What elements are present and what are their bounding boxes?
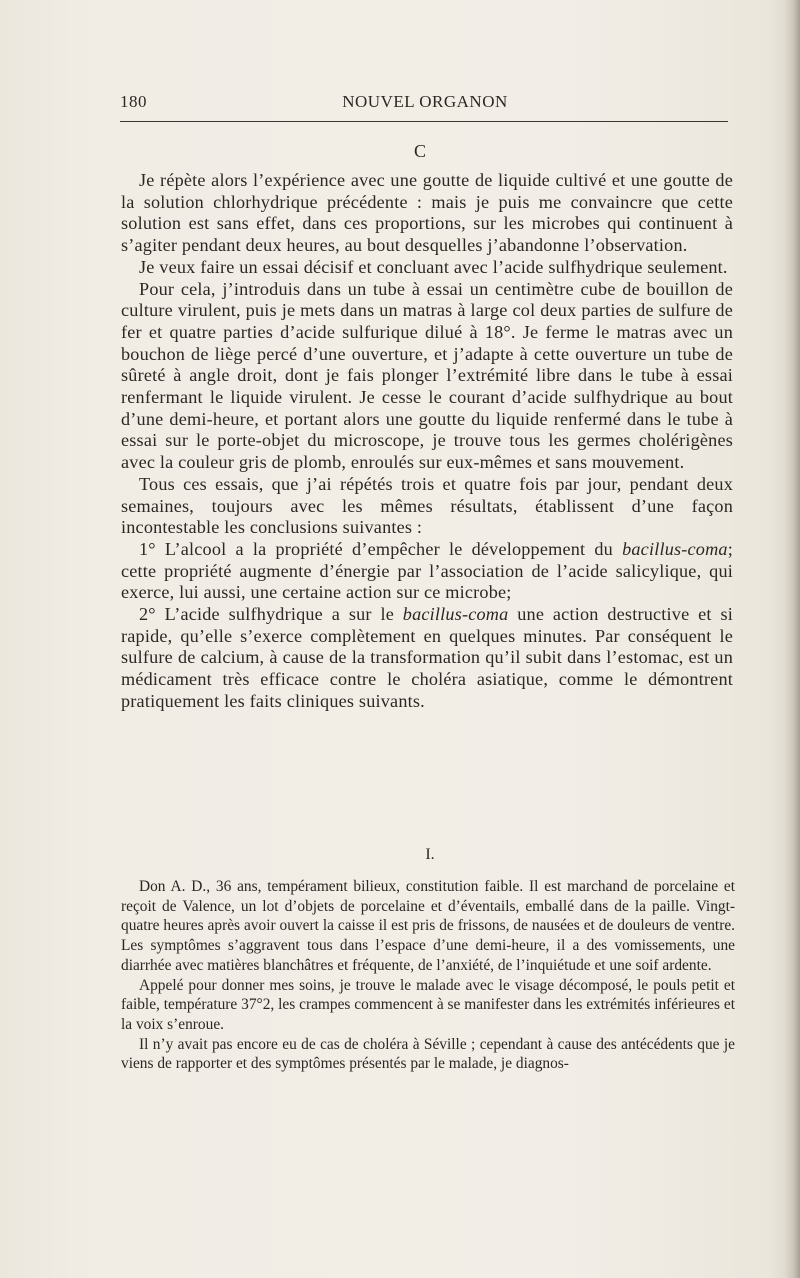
paragraph-conclusions-intro: Tous ces essais, que j’ai répétés trois et quatre fois par jour, pendant deux semaines, toujours avec les mêmes résultats, établissent d’une façon incontestable les conclusions suivantes :: [121, 473, 733, 538]
conclusion-1: [121, 539, 733, 604]
paragraph-experiment-repeat: Je répète alors l’expérience avec une goutte de liquide cultivé et une goutte de la solution chlorhydrique précédente : mais je puis me convaincre que cette solution est sans effet, dans ces proportions, sur les microbes qui continuent à s’agiter pendant deux heures, au bout desquelles j’abandonne l’observation.: [121, 170, 733, 256]
conclusion-2-species: bacillus-coma: [402, 604, 509, 625]
conclusion-2-text-b: une action destructive et si rapide, qu’elle s’exerce complètement en quelques minutes. Par conséquent le sulfure de calcium, à cause de la transformation qu’il subit dans l’estomac, est un médicament très efficace contre le choléra asiatique, comme le démontrent pratiquement les faits cliniques suivants.: [121, 604, 733, 711]
page-header: [120, 92, 730, 116]
section-heading-c: C: [413, 141, 426, 161]
section-heading-i: I.: [425, 846, 435, 863]
paragraph-procedure: Pour cela, j’introduis dans un tube à essai un centimètre cube de bouillon de culture virulent, puis je mets dans un matras à large col deux parties de sulfure de fer et quatre parties d’acide sulfurique dilué à 18°. Je ferme le matras avec un bouchon de liège percé d’une ouverture, et j’adapte à cette ouverture un tube de sûreté à angle droit, dont je fais plonger l’extrémité libre dans le tube à essai renfermant le liquide virulent. Je cesse le courant d’acide sulfhydrique au bout d’une demi-heure, et portant alors une goutte du liquide renfermé dans le tube à essai sur le porte-objet du microscope, je trouve tous les germes cholérigènes avec la couleur gris de plomb, enroulés sur eux-mêmes et sans mouvement.: [121, 278, 733, 473]
paragraph-decisive-test: Je veux faire un essai décisif et concluant avec l’acide sulfhydrique seulement.: [139, 256, 728, 277]
paragraph-examination: Appelé pour donner mes soins, je trouve le malade avec le visage décomposé, le pouls petit et faible, température 37°2, les crampes commencent à se manifester dans les extrémités inférieures et la voix s’enroue.: [121, 976, 735, 1033]
main-body-text: [121, 170, 733, 713]
case-report-text: [121, 877, 735, 1074]
header-rule: [120, 121, 728, 122]
conclusion-1-text-a: 1° L’alcool a la propriété d’empêcher le développement du: [139, 538, 623, 559]
conclusion-2: [121, 604, 733, 713]
running-title: NOUVEL ORGANON: [342, 92, 508, 111]
conclusion-2-text-a: 2° L’acide sulfhydrique a sur le: [139, 604, 403, 625]
page-number: 180: [120, 92, 147, 111]
conclusion-1-species: bacillus-coma: [622, 538, 728, 559]
paragraph-case-history: Don A. D., 36 ans, tempérament bilieux, constitution faible. Il est marchand de porcelaine et reçoit de Valence, un lot d’objets de porcelaine et d’éventails, emballé dans de la paille. Vingt-quatre heures après avoir ouvert la caisse il est pris de frissons, de nausées et de douleurs de ventre. Les symptômes s’aggravent tous dans l’espace d’une demi-heure, il a des vomissements, une diarrhée avec matières blanchâtres et fréquente, de l’anxiété, de l’inquiétude et une soif ardente.: [121, 878, 735, 974]
page-edge-shadow: [784, 0, 800, 1278]
paragraph-diagnosis: Il n’y avait pas encore eu de cas de choléra à Séville ; cependant à cause des antécédents que je viens de rapporter et des symptômes présentés par le malade, je diagnos-: [121, 1035, 735, 1073]
conclusion-1-text-b: ; cette propriété augmente d’énergie par l’association de l’acide salicylique, qui exerce, lui aussi, une certaine action sur ce microbe;: [121, 538, 733, 603]
